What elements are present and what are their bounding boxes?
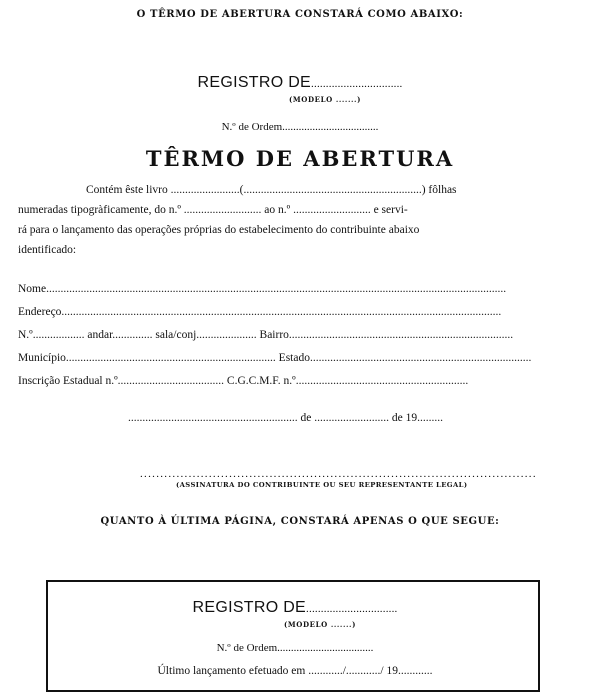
page-title: TÊRMO DE ABERTURA [145, 146, 455, 171]
signature-line: .................................................................................................. [140, 468, 537, 480]
ordem-label: N.º de Ordem [221, 121, 283, 133]
ordem-dots: ................................... [282, 121, 379, 133]
paragraph-line-4: identificado: [18, 244, 77, 256]
registro-line [0, 72, 600, 92]
paragraph-line-1: Contém êste livro ........................(..............................................................) fôlhas [86, 184, 457, 196]
box-ordem-dots: ................................... [277, 642, 374, 654]
box-registro-dots: ............................... [306, 603, 398, 615]
box-ordem-line [48, 642, 542, 654]
modelo-label: (MODELO .......) [289, 95, 361, 104]
intro-heading: O TÊRMO DE ABERTURA CONSTARÁ COMO ABAIXO: [136, 9, 464, 20]
date-line: ........................................................... de .......................... de 19......... [128, 412, 443, 424]
opening-paragraph [18, 180, 566, 260]
box-ultimo-lancamento: Último lançamento efetuado em ............/............/ 19............ [157, 665, 433, 677]
box-modelo-label: (MODELO .......) [284, 620, 356, 629]
paragraph-line-3: rá para o lançamento das operações próprias do estabelecimento do contribuinte abaixo [18, 224, 420, 236]
last-page-note: QUANTO À ÚLTIMA PÁGINA, CONSTARÁ APENAS O QUE SEGUE: [100, 516, 500, 527]
registro-label: REGISTRO DE [197, 74, 312, 91]
ordem-line [0, 121, 600, 133]
box-ordem-label: N.º de Ordem [216, 642, 278, 654]
box-registro-label: REGISTRO DE [192, 599, 307, 616]
numero-andar-sala-bairro-field: N.º.................. andar.............. sala/conj..................... Bairro.............................................................................. [18, 329, 514, 341]
nome-field: Nome................................................................................................................................................................ [18, 283, 507, 295]
inscricao-cgc-field: Inscrição Estadual n.º..................................... C.G.C.M.F. n.º............................................................ [18, 375, 469, 387]
paragraph-line-2: numeradas tipogràficamente, do n.º ........................... ao n.º ........................... e servi- [18, 204, 408, 216]
municipio-estado-field: Município......................................................................... Estado............................................................................. [18, 352, 532, 364]
box-registro-line [48, 597, 542, 617]
last-page-box [46, 580, 540, 692]
endereco-field: Endereço......................................................................................................................................................... [18, 306, 502, 318]
signature-caption: (ASSINATURA DO CONTRIBUINTE OU SEU REPRESENTANTE LEGAL) [176, 481, 468, 489]
registro-dots: ............................... [311, 78, 403, 90]
